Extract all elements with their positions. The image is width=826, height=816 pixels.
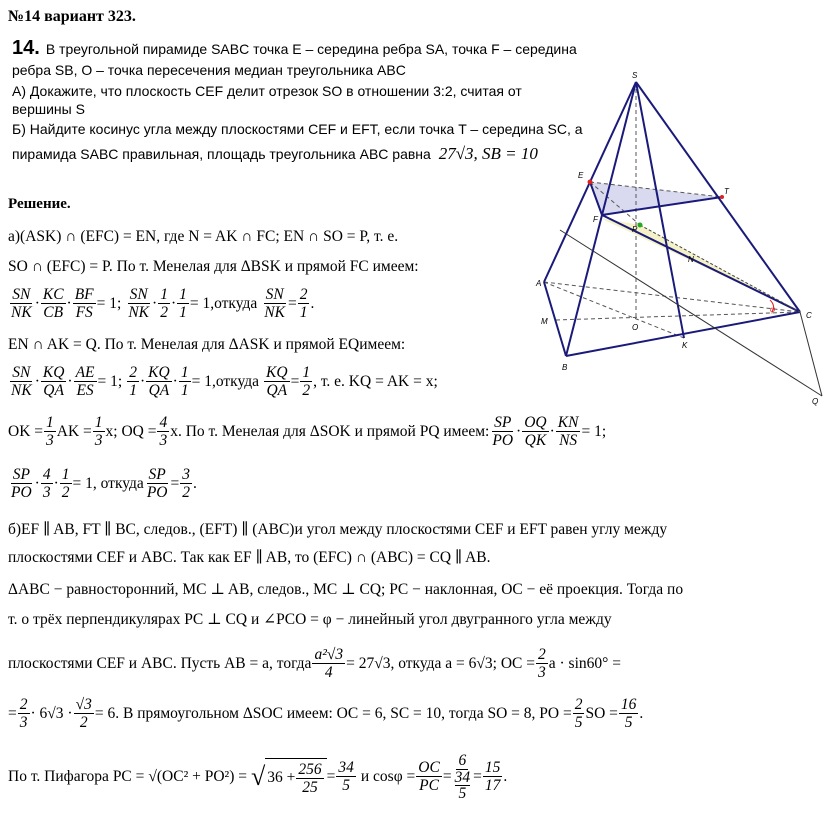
label-m: M bbox=[541, 317, 548, 326]
fraction: $\frac{2}{3}$ bbox=[19, 696, 28, 731]
fraction: $\frac{KQ}{QA}$ bbox=[148, 364, 170, 399]
pyramid-figure bbox=[528, 66, 824, 406]
fraction: $\frac{1}{2}$ bbox=[302, 364, 311, 399]
fraction: $\frac{2}{1}$ bbox=[299, 286, 308, 321]
solution-line-13: = $\frac{2}{3}$ · 6√3 · $\frac{√3}{2}$ = 6. В прямоугольном ΔSOC имеем: OC = 6, SC = 10, тогда SO = 8, PO = $\frac{2}{5}$ SO = $\frac{16}{5}$ . bbox=[8, 696, 644, 731]
task-line-4: вершины S bbox=[12, 101, 85, 117]
task-line-2: ребра SB, O – точка пересечения медиан треугольника ABC bbox=[12, 62, 406, 78]
fraction: $\frac{BF}{FS}$ bbox=[74, 286, 94, 321]
fraction: $\frac{1}{2}$ bbox=[61, 466, 70, 501]
solution-title: Решение. bbox=[8, 196, 71, 212]
fraction: $\frac{1}{2}$ bbox=[160, 286, 168, 321]
label-phi: φ bbox=[770, 305, 776, 314]
label-e: E bbox=[578, 171, 584, 180]
solution-line-1: а)(ASK) ∩ (EFC) = EN, где N = AK ∩ FC; EN ∩ SO = P, т. е. bbox=[8, 228, 399, 245]
fraction: $\frac{SP}{PO}$ bbox=[492, 414, 514, 449]
label-q: Q bbox=[812, 397, 819, 406]
label-f: F bbox=[593, 215, 598, 224]
fraction: 6 34 5 bbox=[454, 752, 471, 802]
solution-line-8: б)EF ∥ AB, FT ∥ BC, следов., (EFT) ∥ (ABC)и угол между плоскостями CEF и EFT равен углу между bbox=[8, 521, 668, 538]
fraction: $\frac{SP}{PO}$ bbox=[146, 466, 168, 501]
fraction: $\frac{\text{a²√3}}{4}$ bbox=[314, 646, 344, 681]
fraction: $\frac{SN}{NK}$ bbox=[264, 286, 285, 321]
fraction: $\frac{1}{1}$ bbox=[179, 286, 187, 321]
solution-line-6: OK = $\frac{1}{3}$ AK = $\frac{1}{3}$ x; OQ = $\frac{4}{3}$ x. По т. Менелая для ΔSOK и прямой PQ имеем: $\frac{SP}{PO}$ · $\frac{OQ}{QK}$ · $\frac{KN}{NS}$ = 1; bbox=[8, 414, 607, 449]
fraction: $\frac{AE}{ES}$ bbox=[75, 364, 95, 399]
solution-line-9: плоскостями CEF и ABC. Так как EF ∥ AB, то (EFC) ∩ (ABC) = CQ ∥ AB. bbox=[8, 549, 491, 566]
page-header: №14 вариант 323. bbox=[8, 8, 136, 25]
fraction: $\frac{4}{3}$ bbox=[42, 466, 51, 501]
fraction: $\frac{SN}{NK}$ bbox=[11, 286, 32, 321]
fraction: $\frac{OQ}{QK}$ bbox=[524, 414, 547, 449]
fraction: $\frac{OC}{PC}$ bbox=[418, 759, 440, 794]
task-given: 27√3, SB = 10 bbox=[438, 144, 538, 163]
fraction: $\frac{2}{5}$ bbox=[574, 696, 583, 731]
fraction: $\frac{SN}{NK}$ bbox=[128, 286, 150, 321]
fraction: $\frac{15}{17}$ bbox=[484, 759, 501, 794]
solution-line-4: EN ∩ AK = Q. По т. Менелая для ΔASK и прямой EQимеем: bbox=[8, 336, 406, 353]
label-o: O bbox=[632, 323, 639, 332]
fraction: $\frac{256}{25}$ bbox=[298, 760, 322, 796]
label-s: S bbox=[632, 71, 638, 80]
label-n: N bbox=[688, 255, 694, 264]
label-t: T bbox=[724, 187, 729, 196]
hidden-edges bbox=[544, 82, 800, 338]
task-line-5: Б) Найдите косинус угла между плоскостями CEF и EFT, если точка T – середина SC, а bbox=[12, 121, 583, 137]
fraction: $\frac{1}{3}$ bbox=[46, 414, 54, 449]
point-p bbox=[638, 223, 643, 228]
label-p: P bbox=[632, 225, 638, 234]
task-line-3: А) Докажите, что плоскость CEF делит отрезок SO в отношении 3:2, считая от bbox=[12, 83, 522, 99]
solution-line-10: ΔABC − равносторонний, MC ⊥ AB, следов., MC ⊥ CQ; PC − наклонная, OC − её проекция. Тогда по bbox=[8, 581, 684, 598]
solution-line-3: $\frac{SN}{NK}$ · $\frac{KC}{CB}$ · $\frac{BF}{FS}$ = 1; $\frac{SN}{NK}$ · $\frac{1}{2}$ · $\frac{1}{1}$ = 1,откуда $\frac{SN}{NK}$ = $\frac{2}{1}$ . bbox=[11, 286, 315, 321]
solution-line-14: По т. Пифагора PC = √(OC² + PO²) = √ 36 + $\frac{256}{25}$ = $\frac{34}{5}$ и cosφ = $\frac{OC}{PC}$ = 6 34 5 = $\frac{15}{17}$ . bbox=[8, 752, 508, 802]
fraction: $\frac{KN}{NS}$ bbox=[557, 414, 579, 449]
task-line-6: пирамида SABC правильная, площадь треугольника ABC равна 27√3, SB = 10 bbox=[12, 144, 538, 163]
solution-line-11: т. о трёх перпендикулярах PC ⊥ CQ и ∠PCO = φ − линейный угол двугранного угла между bbox=[8, 611, 612, 628]
label-k: K bbox=[682, 341, 688, 350]
fraction: $\frac{4}{3}$ bbox=[159, 414, 168, 449]
solution-line-5: $\frac{SN}{NK}$ · $\frac{KQ}{QA}$ · $\frac{AE}{ES}$ = 1; $\frac{2}{1}$ · $\frac{KQ}{QA}$ · $\frac{1}{1}$ = 1,откуда $\frac{KQ}{QA}$ = $\frac{1}{2}$ , т. е. KQ = AK = x; bbox=[11, 364, 438, 399]
solution-line-2: SO ∩ (EFC) = P. По т. Менелая для ΔBSK и прямой FC имеем: bbox=[8, 258, 419, 275]
fraction: $\frac{SN}{NK}$ bbox=[11, 364, 32, 399]
point-e bbox=[588, 180, 593, 185]
fraction: $\frac{3}{2}$ bbox=[182, 466, 190, 501]
fraction: $\frac{16}{5}$ bbox=[620, 696, 637, 731]
label-c: C bbox=[806, 311, 812, 320]
fraction: $\frac{KC}{CB}$ bbox=[42, 286, 64, 321]
pyramid-edges bbox=[544, 82, 800, 356]
solution-line-12: плоскостями CEF и ABC. Пусть AB = a, тогда $\frac{\text{a²√3}}{4}$ = 27√3, откуда a = 6√3; OC = $\frac{2}{3}$ a · sin60° = bbox=[8, 646, 621, 681]
label-b: B bbox=[562, 363, 568, 372]
fraction: $\frac{2}{1}$ bbox=[129, 364, 137, 399]
task-number: 14. bbox=[12, 37, 40, 59]
fraction: $\frac{2}{3}$ bbox=[538, 646, 546, 681]
fraction: $\frac{1}{3}$ bbox=[94, 414, 103, 449]
fraction: $\frac{34}{5}$ bbox=[338, 759, 354, 794]
fraction: $\frac{√3}{2}$ bbox=[75, 696, 92, 731]
fraction: $\frac{1}{1}$ bbox=[180, 364, 189, 399]
fraction: $\frac{SP}{PO}$ bbox=[11, 466, 32, 501]
solution-line-7: $\frac{SP}{PO}$ · $\frac{4}{3}$ · $\frac{1}{2}$ = 1, откуда $\frac{SP}{PO}$ = $\frac{3}{2}$ . bbox=[11, 466, 197, 501]
fraction: $\frac{KQ}{QA}$ bbox=[266, 364, 288, 399]
label-a: A bbox=[536, 279, 542, 288]
fraction: $\frac{KQ}{QA}$ bbox=[42, 364, 65, 399]
task-line-1: 14. В треугольной пирамиде SABC точка E – середина ребра SA, точка F – середина bbox=[12, 37, 577, 59]
